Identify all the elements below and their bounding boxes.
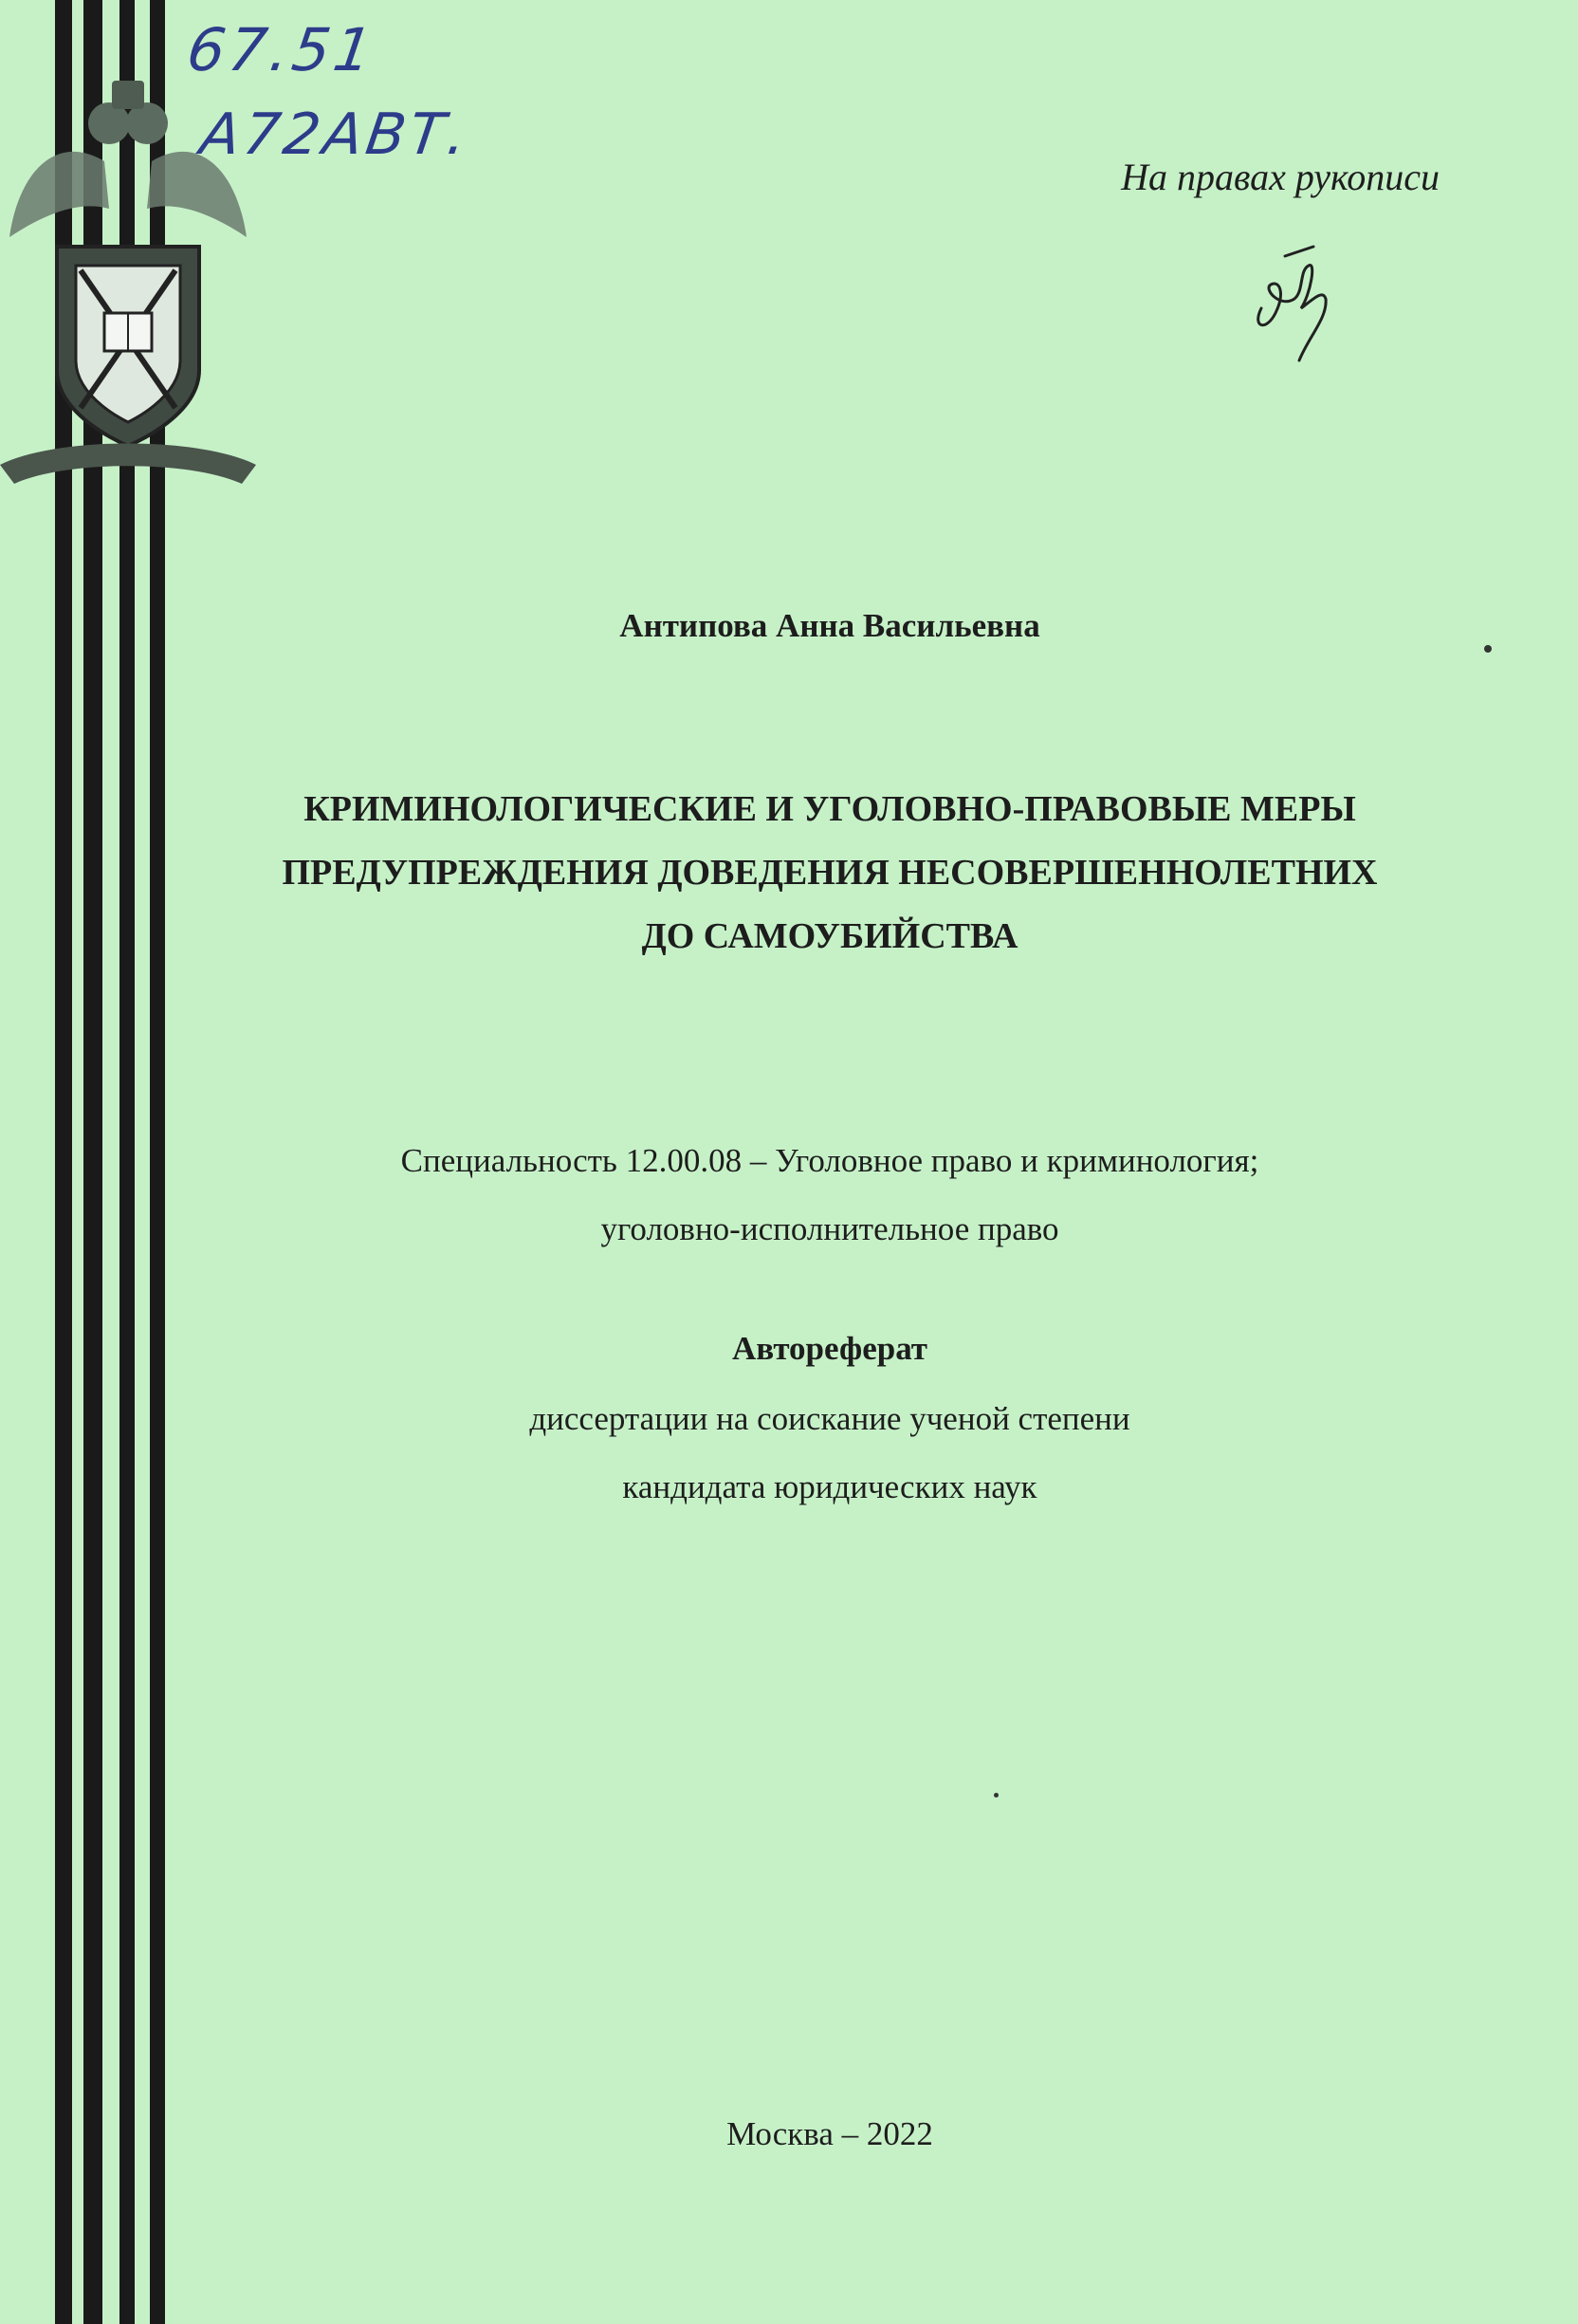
- specialty-line: уголовно-исполнительное право: [600, 1210, 1059, 1247]
- specialty: [218, 1127, 1441, 1263]
- scan-speck: [994, 1793, 999, 1798]
- title-line: КРИМИНОЛОГИЧЕСКИЕ И УГОЛОВНО-ПРАВОВЫЕ МЕРЫ: [303, 789, 1356, 829]
- specialty-line: Специальность 12.00.08 – Уголовное право и криминология;: [400, 1142, 1259, 1179]
- dissertation-title: [218, 778, 1441, 968]
- rights-note: На правах рукописи: [1121, 156, 1440, 198]
- abstract-line: кандидата юридических наук: [622, 1468, 1037, 1505]
- signature-icon: [1242, 242, 1347, 365]
- abstract-description: [218, 1385, 1441, 1522]
- title-line: ПРЕДУПРЕЖДЕНИЯ ДОВЕДЕНИЯ НЕСОВЕРШЕННОЛЕТНИХ: [282, 853, 1378, 893]
- abstract-label: Автореферат: [732, 1330, 927, 1367]
- scan-speck: [1484, 645, 1492, 653]
- author-name: Антипова Анна Васильевна: [619, 607, 1040, 644]
- place-year: Москва – 2022: [726, 2115, 933, 2152]
- handwritten-code-line2: А72АВТ.: [196, 101, 475, 168]
- abstract-line: диссертации на соискание ученой степени: [529, 1400, 1130, 1437]
- handwritten-code-line1: 67.51: [182, 15, 380, 84]
- title-line: ДО САМОУБИЙСТВА: [641, 916, 1018, 956]
